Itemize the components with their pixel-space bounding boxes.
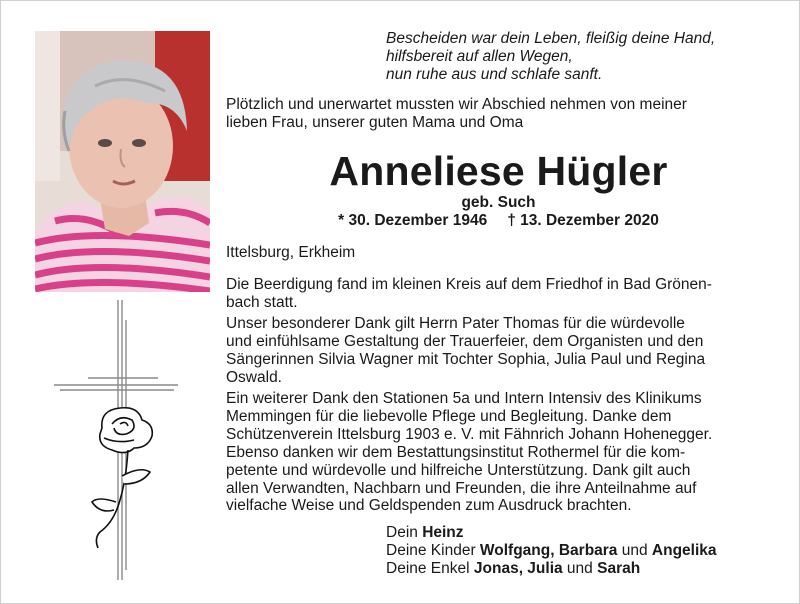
paragraph-line: und einfühlsame Gestaltung der Trauerfeier, dem Organisten und den [226,332,704,350]
paragraph-line: bach statt. [226,293,298,311]
signature-line-spouse [386,524,786,542]
paragraph-line: Unser besonderer Dank gilt Herrn Pater Thomas für die würdevolle [226,315,685,332]
thanks-paragraph-2 [226,390,771,515]
poem-line: Bescheiden war dein Leben, fleißig deine Hand, [386,30,716,47]
signature-prefix: Dein [386,524,423,541]
paragraph-line: Oswald. [226,368,282,386]
signature-names: Wolfgang, Barbara [479,542,618,559]
birth-date: * 30. Dezember 1946 [338,212,488,229]
signature-prefix: Deine Enkel [386,560,474,577]
paragraph-line: petente und würdevolle und hilfreiche Unterstützung. Dank gilt auch [226,461,691,479]
poem [386,30,786,84]
signature-names: Jonas, Julia [473,560,563,577]
intro-line: lieben Frau, unserer guten Mama und Oma [226,114,524,131]
intro-text [226,96,771,132]
poem-line: hilfsbereit auf allen Wegen, [386,48,573,65]
paragraph-line: Schützenverein Ittelsburg 1903 e. V. mit Fähnrich Johann Hohenegger. [226,425,713,443]
cross-ornament [50,300,180,580]
portrait-image [35,31,210,292]
paragraph-line: Die Beerdigung fand im kleinen Kreis auf dem Friedhof in Bad Grönen- [226,276,712,293]
signature-last-name: Sarah [597,560,641,577]
signature-line-children [386,542,786,560]
life-dates [226,212,771,230]
place: Ittelsburg, Erkheim [226,244,356,261]
signature [386,524,786,578]
birth-name: geb. Such [461,194,536,211]
paragraph-line: vielfache Weise und Geldspenden zum Ausdruck brachten. [226,497,632,515]
portrait-photo [35,31,210,292]
poem-line: nun ruhe aus und schlafe sanft. [386,66,603,83]
signature-names: Heinz [422,524,464,541]
signature-line-grandchildren [386,560,786,578]
paragraph-line: Sängerinnen Silvia Wagner mit Tochter Sophia, Julia Paul und Regina [226,350,706,368]
thanks-paragraph-1 [226,315,771,387]
signature-joiner: und [617,542,652,559]
funeral-paragraph [226,276,771,312]
paragraph-line: Ein weiterer Dank den Stationen 5a und Intern Intensiv des Klinikums [226,390,702,407]
signature-joiner: und [562,560,598,577]
paragraph-line: Memmingen für die liebevolle Pflege und Begleitung. Danke dem [226,407,672,425]
paragraph-line: Ebenso danken wir dem Bestattungsinstitut Rothermel für die kom- [226,443,686,461]
signature-prefix: Deine Kinder [386,542,480,559]
paragraph-line: allen Verwandten, Nachbarn und Freunden, die ihre Anteilnahme auf [226,479,697,497]
signature-last-name: Angelika [651,542,717,559]
death-date: † 13. Dezember 2020 [507,212,659,229]
intro-line: Plötzlich und unerwartet mussten wir Abschied nehmen von meiner [226,96,687,113]
deceased-name: Anneliese Hügler [329,148,668,194]
